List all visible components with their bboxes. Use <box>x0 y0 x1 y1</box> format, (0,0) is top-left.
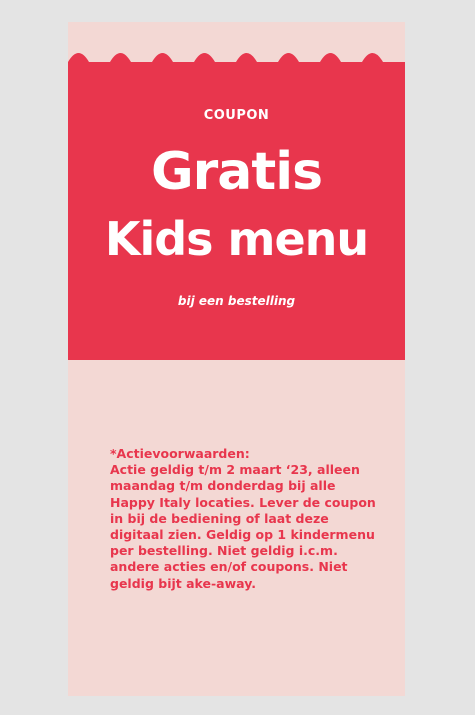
terms-body: Actie geldig t/m 2 maart ‘23, alleen maandag t/m donderdag bij alle Happy Italy locaties. Lever de coupon in bij de bediening of laat deze digitaal zien. Geldig op 1 kindermenu per bestelling. Niet geldig i.c.m. andere acties en/of coupons. Niet geldig bijt ake-away. <box>110 462 376 591</box>
subline-order: bij een bestelling <box>177 294 296 308</box>
terms-title: *Actievoorwaarden: <box>110 446 250 461</box>
red-banner <box>68 62 405 360</box>
coupon-label: COUPON <box>203 108 270 123</box>
headline-kids-menu: Kids menu <box>104 212 369 266</box>
coupon-card <box>68 22 405 696</box>
terms-block <box>110 446 380 592</box>
headline-gratis: Gratis <box>150 142 323 202</box>
